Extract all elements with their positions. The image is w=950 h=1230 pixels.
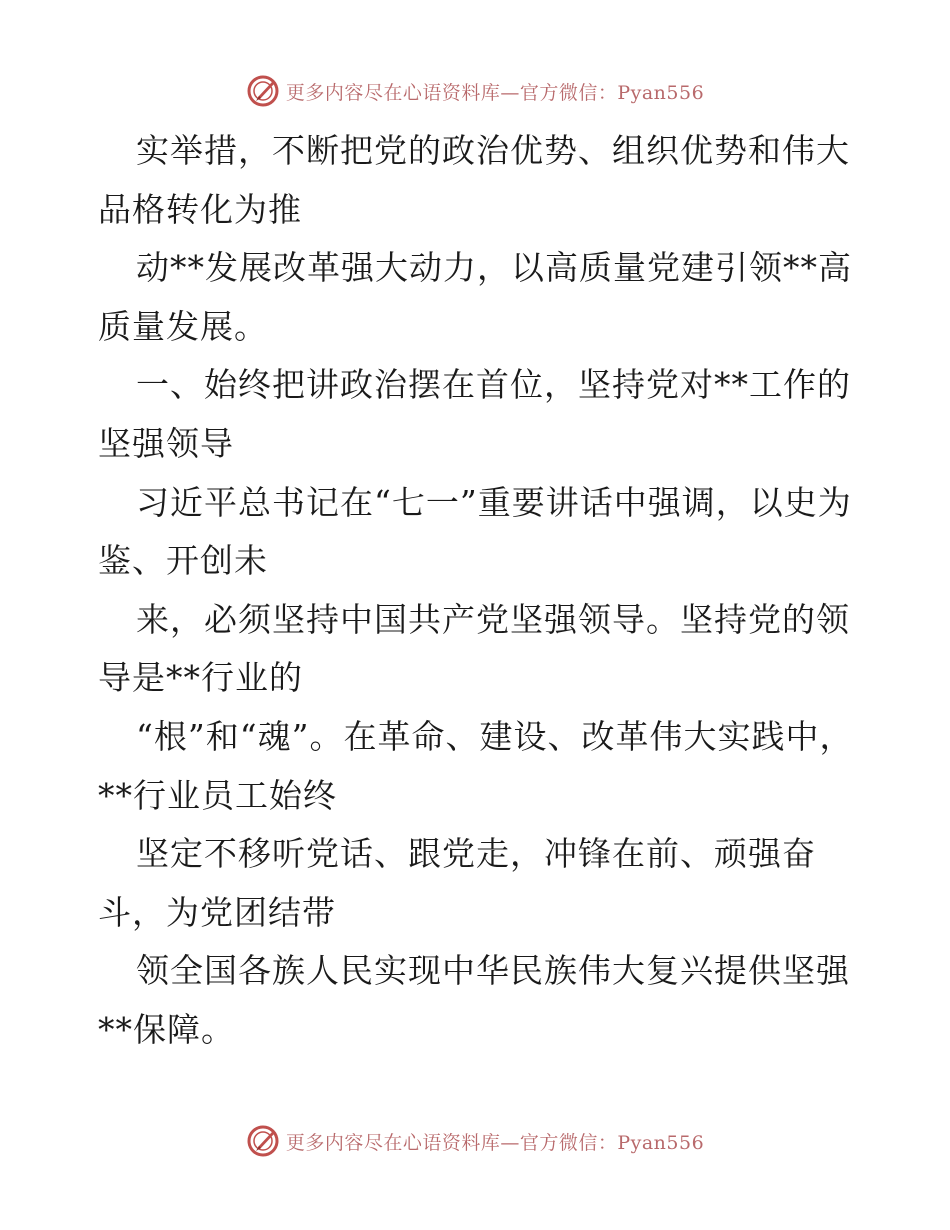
quill-seal-icon bbox=[246, 1124, 280, 1158]
section-heading: 一、始终把讲政治摆在首位，坚持党对**工作的坚强领导 bbox=[98, 365, 851, 463]
paragraph: 实举措，不断把党的政治优势、组织优势和伟大品格转化为推 bbox=[98, 131, 850, 229]
document-body bbox=[98, 122, 868, 1060]
header-banner-text: 更多内容尽在心语资料库—官方微信：Pyan556 bbox=[285, 81, 705, 104]
paragraph: 坚定不移听党话、跟党走，冲锋在前、顽强奋斗，为党团结带 bbox=[98, 834, 816, 932]
paragraph: 习近平总书记在“七一”重要讲话中强调，以史为鉴、开创未 bbox=[98, 482, 852, 581]
paragraph: 领全国各族人民实现中华民族伟大复兴提供坚强**保障。 bbox=[98, 951, 850, 1049]
paragraph: 来，必须坚持中国共产党坚强领导。坚持党的领导是**行业的 bbox=[98, 599, 850, 698]
footer-banner-text: 更多内容尽在心语资料库—官方微信：Pyan556 bbox=[285, 1131, 705, 1154]
footer-watermark-banner bbox=[0, 1121, 950, 1161]
paragraph: “根”和“魂”。在革命、建设、改革伟大实践中，**行业员工始终 bbox=[98, 716, 854, 815]
paragraph: 动**发展改革强大动力，以高质量党建引领**高质量发展。 bbox=[98, 248, 852, 346]
quill-seal-icon bbox=[246, 74, 280, 108]
header-watermark-banner bbox=[0, 71, 950, 111]
